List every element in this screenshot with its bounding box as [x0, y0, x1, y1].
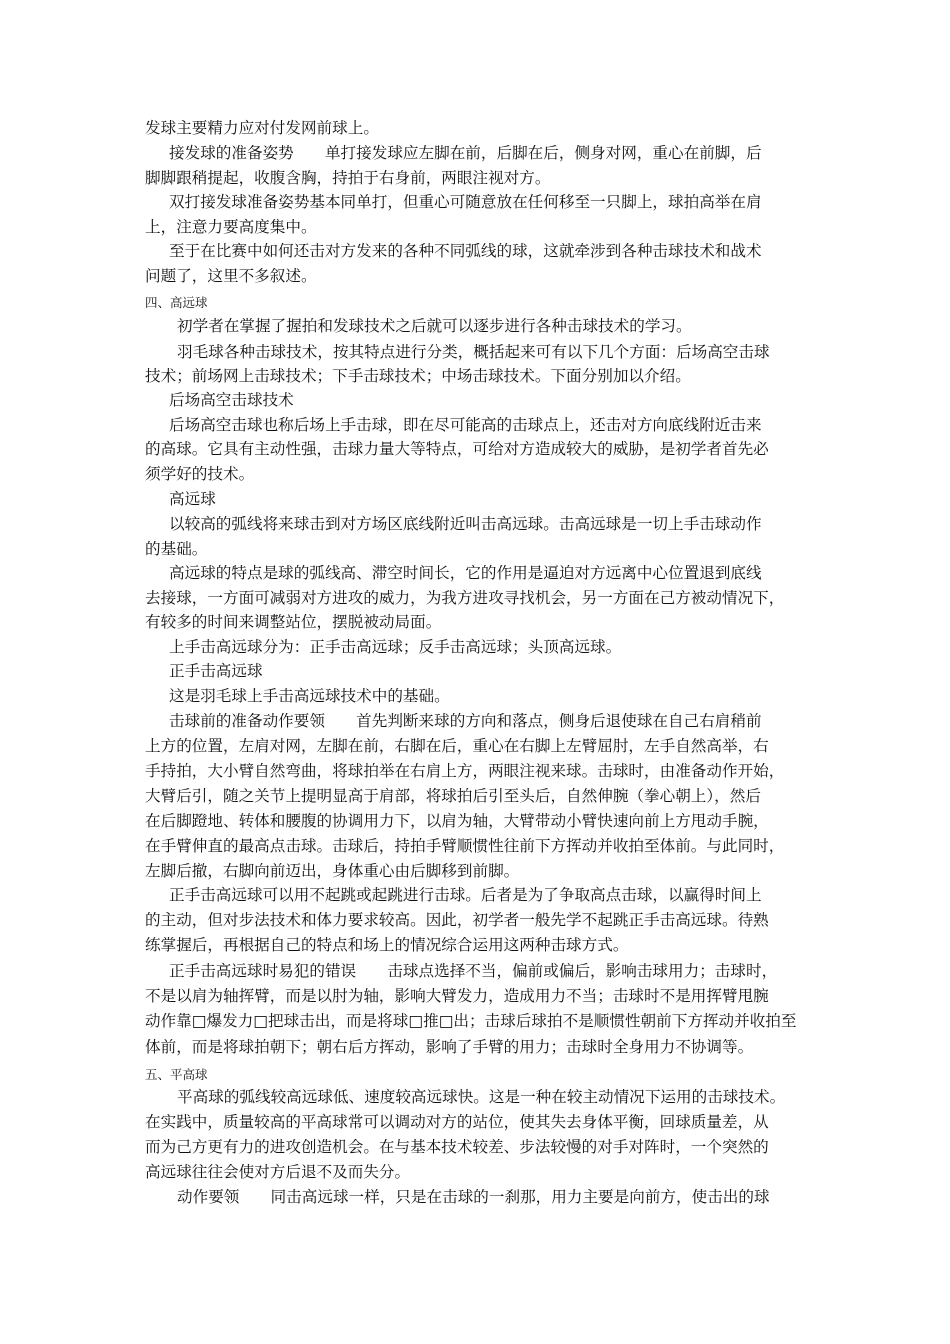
text-line: 大臂后引，随之关节上提明显高于肩部，将球拍后引至头后，自然伸腕（拳心朝上），然后 — [145, 787, 761, 805]
section-heading: 四、高远球 — [145, 295, 208, 310]
text-line: 在实践中，质量较高的平高球常可以调动对方的站位，使其失去身体平衡，回球质量差，从 — [145, 1113, 769, 1131]
text-line: 这是羽毛球上手击高远球技术中的基础。 — [169, 687, 450, 705]
text-line: 体前，而是将球拍朝下；朝右后方挥动，影响了手臂的用力；击球时全身用力不协调等。 — [145, 1038, 754, 1056]
text-line: 以较高的弧线将来球击到对方场区底线附近叫击高远球。击高远球是一切上手击球动作 — [169, 515, 762, 533]
text-line: 动作要领 同击高远球一样，只是在击球的一刹那，用力主要是向前方，使击出的球 — [177, 1188, 770, 1206]
section-heading: 五、平高球 — [145, 1067, 208, 1082]
text-line: 不是以肩为轴挥臂，而是以肘为轴，影响大臂发力，造成用力不当；击球时不是用挥臂甩腕 — [145, 987, 769, 1005]
text-line: 平高球的弧线较高远球低、速度较高远球快。这是一种在较主动情况下运用的击球技术。 — [177, 1088, 786, 1106]
text-line: 后场高空击球也称后场上手击球，即在尽可能高的击球点上，还击对方向底线附近击来 — [169, 416, 762, 434]
text-line: 的基础。 — [145, 540, 208, 558]
text-line: 在手臂伸直的最高点击球。击球后，持拍手臂顺惯性往前下方挥动并收拍至体前。与此同时， — [145, 837, 785, 855]
text-line: 练掌握后，再根据自己的特点和场上的情况综合运用这两种击球方式。 — [145, 936, 629, 954]
text-line: 正手击高远球时易犯的错误 击球点选择不当，偏前或偏后，影响击球用力；击球时， — [169, 962, 778, 980]
text-line: 至于在比赛中如何还击对方发来的各种不同弧线的球，这就牵涉到各种击球技术和战术 — [169, 242, 762, 260]
text-line: 击球前的准备动作要领 首先判断来球的方向和落点，侧身后退使球在自己右肩稍前 — [169, 712, 762, 730]
subheading-line: 高远球 — [169, 490, 216, 508]
text-line: 的主动，但对步法技术和体力要求较高。因此，初学者一般先学不起跳正手击高远球。待熟 — [145, 911, 769, 929]
text-line: 技术；前场网上击球技术；下手击球技术；中场击球技术。下面分别加以介绍。 — [145, 367, 691, 385]
text-line: 上手击高远球分为：正手击高远球；反手击高远球；头顶高远球。 — [169, 638, 622, 656]
text-line: 而为己方更有力的进攻创造机会。在与基本技术较差、步法较慢的对手对阵时，一个突然的 — [145, 1138, 769, 1156]
text-line: 动作靠□爆发力□把球击出，而是将球□推□出；击球后球拍不是顺惯性朝前下方挥动并收拍至 — [145, 1012, 797, 1030]
text-line: 有较多的时间来调整站位，摆脱被动局面。 — [145, 613, 442, 631]
text-line: 正手击高远球可以用不起跳或起跳进行击球。后者是为了争取高点击球，以赢得时间上 — [169, 886, 762, 904]
text-line: 在后脚蹬地、转体和腰腹的协调用力下，以肩为轴，大臂带动小臂快速向前上方甩动手腕， — [145, 812, 769, 830]
text-line: 初学者在掌握了握拍和发球技术之后就可以逐步进行各种击球技术的学习。 — [177, 317, 692, 335]
text-line: 左脚后撤，右脚向前迈出，身体重心由后脚移到前脚。 — [145, 862, 520, 880]
text-line: 上方的位置，左肩对网，左脚在前，右脚在后，重心在右脚上左臂屈肘，左手自然高举，右 — [145, 737, 769, 755]
text-line: 须学好的技术。 — [145, 465, 255, 483]
text-line: 接发球的准备姿势 单打接发球应左脚在前，后脚在后，侧身对网，重心在前脚，后 — [169, 144, 762, 162]
text-line: 手持拍，大小臂自然弯曲，将球拍举在右肩上方，两眼注视来球。击球时，由准备动作开始， — [145, 762, 785, 780]
text-line: 脚脚跟稍提起，收腹含胸，持拍于右身前，两眼注视对方。 — [145, 169, 551, 187]
subheading-line: 后场高空击球技术 — [169, 391, 294, 409]
text-line: 去接球，一方面可减弱对方进攻的威力，为我方进攻寻找机会，另一方面在己方被动情况下， — [145, 589, 785, 607]
text-line: 问题了，这里不多叙述。 — [145, 267, 317, 285]
text-line: 高远球的特点是球的弧线高、滞空时间长，它的作用是逼迫对方远离中心位置退到底线 — [169, 564, 762, 582]
text-line: 高远球往往会使对方后退不及而失分。 — [145, 1163, 411, 1181]
subheading-line: 正手击高远球 — [169, 662, 263, 680]
text-line: 双打接发球准备姿势基本同单打，但重心可随意放在任何移至一只脚上，球拍高举在肩 — [169, 193, 762, 211]
text-line: 发球主要精力应对付发网前球上。 — [145, 119, 379, 137]
text-line: 上，注意力要高度集中。 — [145, 218, 317, 236]
text-line: 羽毛球各种击球技术，按其特点进行分类，概括起来可有以下几个方面：后场高空击球 — [177, 343, 770, 361]
text-line: 的高球。它具有主动性强，击球力量大等特点，可给对方造成较大的威胁，是初学者首先必 — [145, 440, 769, 458]
